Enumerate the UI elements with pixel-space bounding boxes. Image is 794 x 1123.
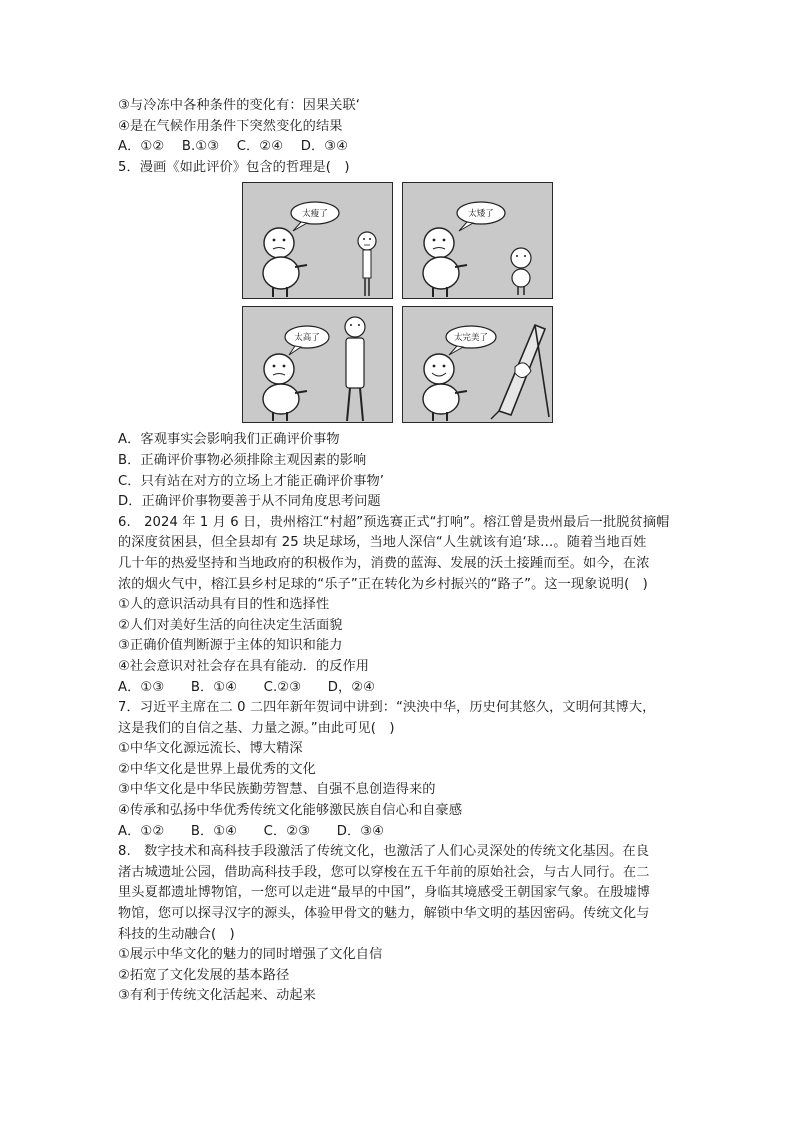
q5-stem: 5．漫画《如此评价》包含的哲理是( ) [118, 159, 350, 175]
q8-item-3: ③有利于传统文化活起来、动起来 [118, 988, 316, 1004]
q5-option-d: D．正确评价事物要善于从不同角度思考问题 [118, 494, 381, 510]
q7-stem-line-1: 7．习近平主席在二 0 二四年新年贺词中讲到：“泱泱中华，历史何其悠久，文明何其博大， [118, 700, 656, 716]
q6-stem-line-2: 的深度贫困县，但全县却有 25 块足球场，当地人深信“人生就该有追‘球…。随着当地百姓 [118, 535, 647, 551]
q6-item-3: ③正确价值判断源于主体的知识和能力 [118, 638, 343, 654]
q6-item-2: ②人们对美好生活的向往决定生活面貌 [118, 617, 343, 633]
q6-item-4: ④社会意识对社会存在具有能动．的反作用 [118, 658, 370, 674]
comic-figure [242, 182, 554, 424]
q6-item-1: ①人的意识活动具有目的性和选择性 [118, 597, 330, 613]
q8-item-1: ①展示中华文化的魅力的同时增强了文化自信 [118, 947, 383, 963]
q7-item-1: ①中华文化源远流长、博大精深 [118, 741, 303, 757]
q6-stem-line-4: 浓的烟火气中，榕江县乡村足球的“乐子”正在转化为乡村振兴的“路子”。这一现象说明( ) [118, 576, 648, 592]
q8-stem-line-5: 科技的生动融合( ) [118, 926, 235, 942]
exam-page [118, 96, 678, 1007]
q4-item-3: ③与冷冻中各种条件的变化有：因果关联‘ [118, 98, 361, 113]
panel-2-speech: 太矮了 [468, 209, 494, 220]
q6-stem-line-3: 几十年的热爱坚持和当地政府的积极作为，消费的蓝海、发展的沃土接踵而至。如今，在浓 [118, 555, 650, 571]
comic-panel-1 [242, 182, 393, 299]
comic-panel-4 [402, 306, 553, 423]
q7-item-2: ②中华文化是世界上最优秀的文化 [118, 761, 316, 777]
q5-option-a: A．客观事实会影响我们正确评价事物 [118, 432, 340, 448]
q5-option-c: C．只有站在对方的立场上才能正确评价事物’ [118, 473, 385, 489]
q8-stem-line-3: 里头夏都遗址博物馆，一您可以走进“最早的中国”，身临其境感受王朝国家气象。在殷墟博 [118, 885, 651, 901]
q7-item-3: ③中华文化是中华民族勤劳智慧、自强不息创造得来的 [118, 782, 436, 798]
q6-options: A．①③ B．①④ C.②③ D，②④ [118, 679, 376, 695]
panel-4-speech: 太完美了 [453, 333, 488, 344]
q8-stem-line-4: 物馆，您可以探寻汉字的源头，体验甲骨文的魅力，解锁中华文明的基因密码。传统文化与 [118, 906, 650, 922]
comic-panel-3 [242, 306, 393, 423]
comic-panel-2 [402, 182, 553, 299]
q7-item-4: ④传承和弘扬中华优秀传统文化能够激民族自信心和自豪感 [118, 803, 463, 819]
q5-option-b: B．正确评价事物必须排除主观因素的影响 [118, 452, 367, 468]
panel-3-speech: 太高了 [294, 333, 320, 344]
q6-stem-line-1: 6. 2024 年 1 月 6 日，贵州榕江“村超”预选赛正式“打响”。榕江曾是贵州最后一批脱贫摘帽 [118, 514, 670, 530]
q7-options: A．①② B．①④ C．②③ D．③④ [118, 823, 385, 839]
q7-stem-line-2: 这是我们的自信之基、力量之源。”由此可见( ) [118, 720, 395, 736]
q8-stem-line-2: 渚古城遗址公园，借助高科技手段，您可以穿梭在五千年前的原始社会，与古人同行。在二 [118, 864, 650, 880]
q4-item-4: ④是在气候作用条件下突然变化的结果 [118, 118, 343, 134]
q8-item-2: ②拓宽了文化发展的基本路径 [118, 967, 290, 983]
q8-stem-line-1: 8. 数字技术和高科技手段激活了传统文化，也激活了人们心灵深处的传统文化基因。在良 [118, 844, 649, 860]
panel-1-speech: 太瘦了 [302, 209, 328, 220]
q4-options: A．①② B.①③ C．②④ D．③④ [118, 139, 349, 155]
